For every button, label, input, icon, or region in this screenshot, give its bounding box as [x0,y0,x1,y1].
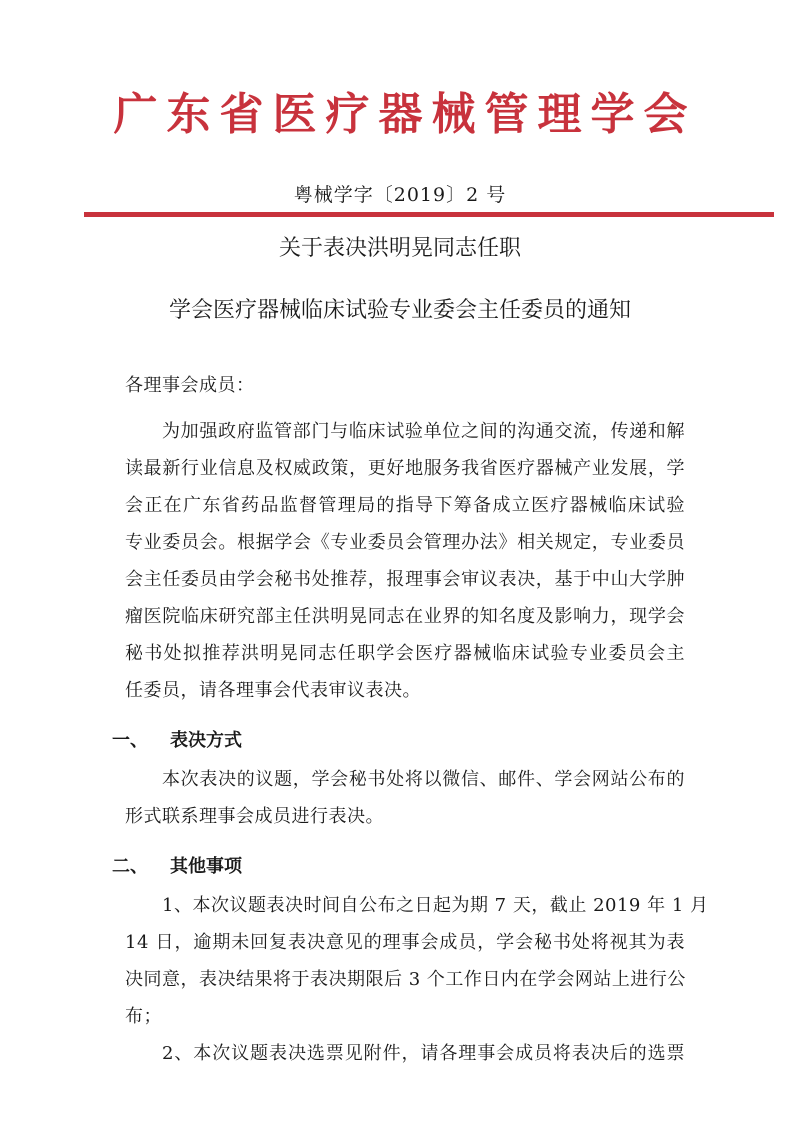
intro-line: 读最新行业信息及权威政策，更好地服务我省医疗器械产业发展，学 [125,458,685,479]
section-title: 其他事项 [170,856,242,877]
intro-line: 专业委员会。根据学会《专业委员会管理办法》相关规定，专业委员 [125,532,685,553]
intro-line: 会正在广东省药品监督管理局的指导下筹备成立医疗器械临床试验 [125,495,685,516]
intro-line: 会主任委员由学会秘书处推荐，报理事会审议表决，基于中山大学肿 [125,569,685,590]
section-line: 布； [125,1006,162,1027]
organization-name: 广东省医疗器械管理学会 [113,89,697,140]
intro-line: 秘书处拟推荐洪明晃同志任职学会医疗器械临床试验专业委员会主 [125,643,685,664]
notice-title-line-1: 关于表决洪明晃同志任职 [278,236,521,261]
document-number: 粤械学字〔2019〕2 号 [293,184,507,206]
section-title: 表决方式 [170,730,242,751]
section-number: 一、 [112,730,148,751]
section-line: 决同意，表决结果将于表决期限后 3 个工作日内在学会网站上进行公 [125,969,686,990]
section-heading-other-matters [112,854,242,880]
section-line: 2、本次议题表决选票见附件，请各理事会成员将表决后的选票 [162,1043,685,1064]
section-line: 14 日，逾期未回复表决意见的理事会成员，学会秘书处将视其为表 [125,932,685,953]
section-heading-voting-method [112,728,242,754]
section-line: 1、本次议题表决时间自公布之日起为期 7 天，截止 2019 年 1 月 [162,895,709,916]
intro-line: 瘤医院临床研究部主任洪明晃同志在业界的知名度及影响力，现学会 [125,606,685,627]
red-divider-line [84,212,774,217]
section-number: 二、 [112,856,148,877]
notice-title-line-2: 学会医疗器械临床试验专业委会主任委员的通知 [168,298,631,323]
intro-line: 任委员，请各理事会代表审议表决。 [125,680,421,701]
intro-line: 为加强政府监管部门与临床试验单位之间的沟通交流，传递和解 [162,421,685,442]
section-line: 本次表决的议题，学会秘书处将以微信、邮件、学会网站公布的 [162,769,685,790]
salutation: 各理事会成员： [125,375,255,396]
section-line: 形式联系理事会成员进行表决。 [125,806,384,827]
